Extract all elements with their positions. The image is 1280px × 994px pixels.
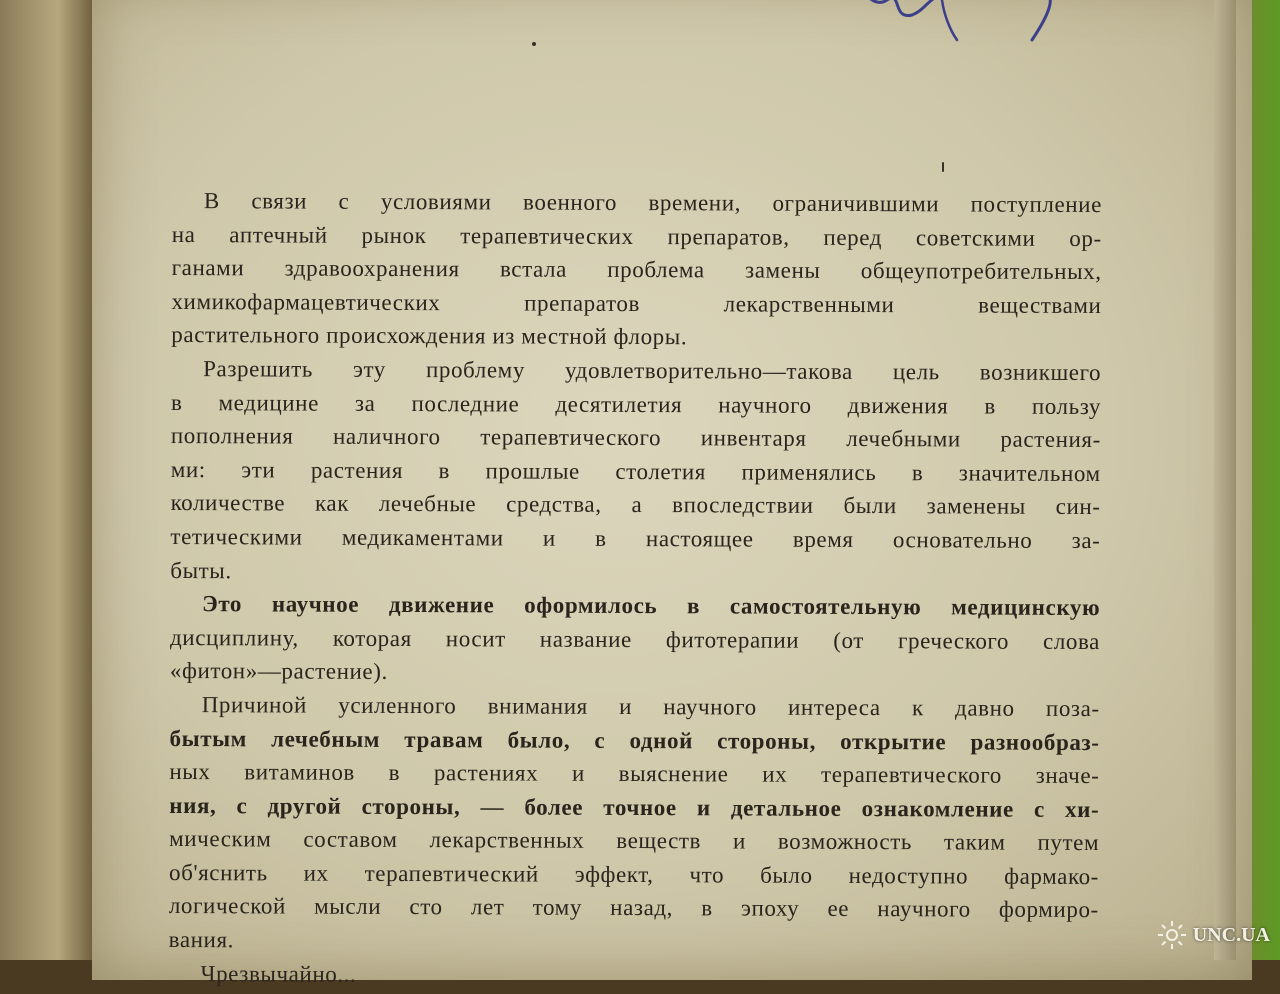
text-line: Разрешить эту проблему удовлетворительно—такова цель возникшего (203, 356, 1102, 386)
paragraph-5 (168, 957, 1098, 994)
text-line: количестве как лечебные средства, а впоследствии были заменены син- (170, 490, 1101, 520)
text-line: Это научное движение оформилось в самостоятельную медицинскую (202, 591, 1101, 621)
text-line: «фитон»—растение). (169, 658, 388, 685)
text-line: химикофармацевтических препаратов лекарственными веществами (171, 288, 1102, 318)
text-line: бытым лечебным травам было, с одной стороны, открытие разнообраз- (169, 725, 1100, 755)
handwritten-signature (832, 0, 1072, 60)
paragraph-2 (170, 352, 1101, 591)
text-line: дисциплину, которая носит название фитотерапии (от греческого слова (169, 624, 1101, 654)
paragraph-3 (170, 587, 1100, 692)
text-line: логической мысли сто лет тому назад, в эпоху ее научного формиро- (168, 893, 1099, 923)
ink-dot (942, 162, 944, 172)
paragraph-1 (171, 184, 1102, 356)
right-page-edge (1214, 0, 1236, 960)
text-line: на аптечный рынок терапевтических препаратов, перед советскими ор- (171, 221, 1102, 251)
text-line: ных витаминов в растениях и выяснение их терапевтического значе- (169, 759, 1100, 789)
text-line: тетическими медикаментами и в настоящее время основательно за- (170, 523, 1101, 553)
left-page-edge (0, 0, 96, 960)
text-line: Чрезвычайно... (200, 960, 357, 987)
text-line: Причиной усиленного внимания и научного интереса к давно поза- (201, 692, 1100, 721)
text-line: пополнения наличного терапевтического инвентаря лечебными растения- (170, 423, 1101, 453)
text-line: вания. (168, 927, 235, 953)
text-line: мическим составом лекарственных веществ и возможность таким путем (169, 826, 1100, 856)
text-line: быты. (170, 557, 232, 583)
body-text (168, 184, 1102, 994)
text-line: об'яснить их терапевтический эффект, что было недоступно фармако- (168, 859, 1100, 889)
text-line: В связи с условиями военного времени, ограничившими поступление (203, 188, 1102, 218)
text-line: ми: эти растения в прошлые столетия применялись в значительном (170, 456, 1101, 486)
paragraph-4 (169, 688, 1100, 961)
ink-dot (532, 42, 536, 46)
text-line: в медицине за последние десятилетия научного движения в пользу (170, 389, 1102, 419)
text-line: ния, с другой стороны, — более точное и детальное ознакомление с хи- (169, 792, 1100, 822)
text-line: растительного происхождения из местной флоры. (171, 322, 688, 350)
text-line: ганами здравоохранения встала проблема замены общеупотребительных, (171, 255, 1102, 285)
sun-logo-icon (1157, 920, 1187, 950)
watermark-text: UNC.UA (1192, 923, 1270, 946)
site-watermark (1157, 920, 1270, 950)
